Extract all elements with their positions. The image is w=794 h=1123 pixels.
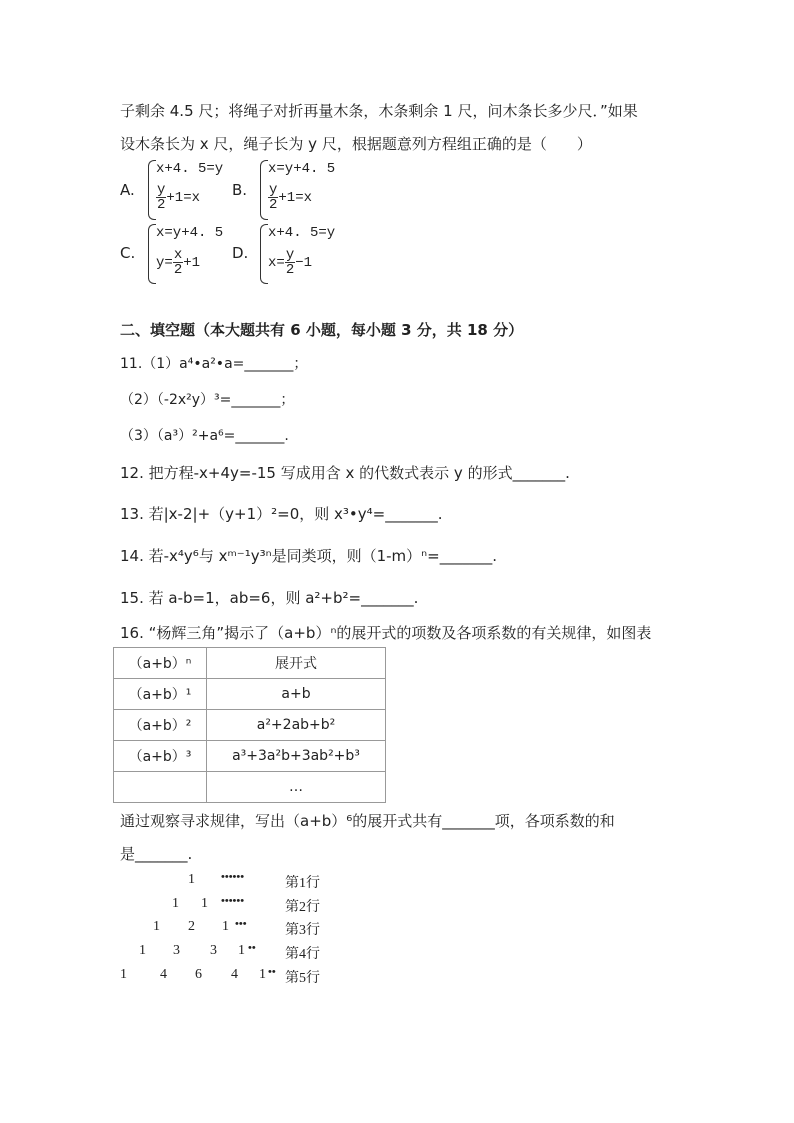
option-d-eq1: x+4. 5=y — [268, 225, 336, 241]
triangle-number: 4 — [231, 967, 238, 982]
triangle-dots: •••••• — [221, 895, 245, 907]
option-c-den: 2 — [173, 262, 183, 278]
table-row — [114, 741, 386, 772]
q14: 14. 若-x⁴y⁶与 xᵐ⁻¹y³ⁿ是同类项，则（1-m）ⁿ=_______. — [120, 547, 497, 565]
triangle-number: 2 — [188, 919, 195, 934]
option-b-tail: +1=x — [278, 190, 313, 207]
table-header-expansion: 展开式 — [207, 648, 386, 679]
table-row — [114, 710, 386, 741]
triangle-number: 1 — [139, 943, 146, 958]
option-a-num: y — [157, 182, 166, 198]
triangle-number: 3 — [210, 943, 217, 958]
triangle-row-label: 第2行 — [285, 900, 320, 915]
option-b-label: B. — [232, 181, 248, 199]
option-c-tail: +1 — [183, 255, 201, 272]
triangle-number: 1 — [153, 919, 160, 934]
option-d-label: D. — [232, 244, 249, 262]
option-a-brace — [148, 160, 156, 220]
table-cell-power — [114, 772, 207, 803]
triangle-dots: •• — [268, 966, 276, 978]
q16-after-line-2: 是_______. — [120, 845, 193, 863]
table-row — [114, 772, 386, 803]
option-c-num: x — [173, 247, 183, 263]
q11-part-2: （2）（-2x²y）³=_______； — [120, 392, 295, 408]
triangle-number: 3 — [173, 943, 180, 958]
table-cell-power: （a+b）¹ — [114, 679, 207, 710]
option-b-brace — [260, 160, 268, 220]
triangle-number: 1 — [238, 943, 245, 958]
triangle-number: 1 — [259, 967, 266, 982]
triangle-number: 6 — [195, 967, 202, 982]
table-row — [114, 679, 386, 710]
triangle-row-label: 第3行 — [285, 923, 320, 938]
q12: 12. 把方程-x+4y=-15 写成用含 x 的代数式表示 y 的形式_______. — [120, 464, 570, 482]
option-c-eq1: x=y+4. 5 — [156, 225, 224, 241]
option-a-label: A. — [120, 181, 135, 199]
table-cell-power: （a+b）² — [114, 710, 207, 741]
q16-after-line-1: 通过观察寻求规律，写出（a+b）⁶的展开式共有_______项，各项系数的和 — [120, 812, 615, 830]
triangle-number: 1 — [201, 896, 208, 911]
q15: 15. 若 a-b=1，ab=6，则 a²+b²=_______. — [120, 589, 419, 607]
triangle-row-label: 第5行 — [285, 971, 320, 986]
table-header-power: （a+b）ⁿ — [114, 648, 207, 679]
triangle-row-label: 第1行 — [285, 876, 320, 891]
table-cell-expansion: a²+2ab+b² — [207, 710, 386, 741]
option-c-label: C. — [120, 244, 136, 262]
option-c-eq2 — [156, 248, 200, 277]
triangle-dots: ••• — [235, 918, 247, 930]
q11-part-1: 11.（1）a⁴•a²•a=_______； — [120, 356, 308, 372]
triangle-number: 1 — [172, 896, 179, 911]
option-a-tail: +1=x — [166, 190, 201, 207]
triangle-number: 1 — [120, 967, 127, 982]
problem-10-line-1: 子剩余 4.5 尺；将绳子对折再量木条，木条剩余 1 尺，问木条长多少尺．”如果 — [120, 102, 638, 120]
problem-10-line-2: 设木条长为 x 尺，绳子长为 y 尺，根据题意列方程组正确的是（ ） — [120, 135, 592, 153]
triangle-number: 4 — [160, 967, 167, 982]
table-cell-expansion: a+b — [207, 679, 386, 710]
option-d-den: 2 — [285, 262, 295, 278]
option-b-eq1: x=y+4. 5 — [268, 161, 336, 177]
option-d-brace — [260, 224, 268, 284]
option-d-num: y — [285, 247, 295, 263]
triangle-number: 1 — [188, 872, 195, 887]
triangle-row-label: 第4行 — [285, 947, 320, 962]
table-cell-expansion: a³+3a²b+3ab²+b³ — [207, 741, 386, 772]
binomial-expansion-table — [113, 647, 386, 803]
q16-stem: 16. “杨辉三角”揭示了（a+b）ⁿ的展开式的项数及各项系数的有关规律，如图表 — [120, 624, 652, 642]
section-2-title: 二、填空题（本大题共有 6 小题，每小题 3 分，共 18 分） — [120, 321, 524, 339]
table-cell-expansion: … — [207, 772, 386, 803]
option-c-head: y= — [156, 255, 173, 272]
option-d-tail: −1 — [295, 255, 313, 272]
option-a-den: 2 — [157, 197, 166, 213]
option-b-den: 2 — [269, 197, 278, 213]
option-b-eq2 — [268, 183, 312, 212]
q13: 13. 若|x-2|+（y+1）²=0，则 x³•y⁴=_______. — [120, 505, 443, 523]
option-d-eq2 — [268, 248, 312, 277]
q11-part-3: （3）（a³）²+a⁶=_______. — [120, 428, 289, 444]
option-b-num: y — [269, 182, 278, 198]
triangle-dots: •••••• — [221, 871, 245, 883]
option-c-brace — [148, 224, 156, 284]
triangle-dots: •• — [248, 942, 256, 954]
table-header-row — [114, 648, 386, 679]
triangle-number: 1 — [222, 919, 229, 934]
option-a-eq2 — [156, 183, 200, 212]
option-d-head: x= — [268, 255, 285, 272]
option-a-eq1: x+4. 5=y — [156, 161, 224, 177]
table-cell-power: （a+b）³ — [114, 741, 207, 772]
